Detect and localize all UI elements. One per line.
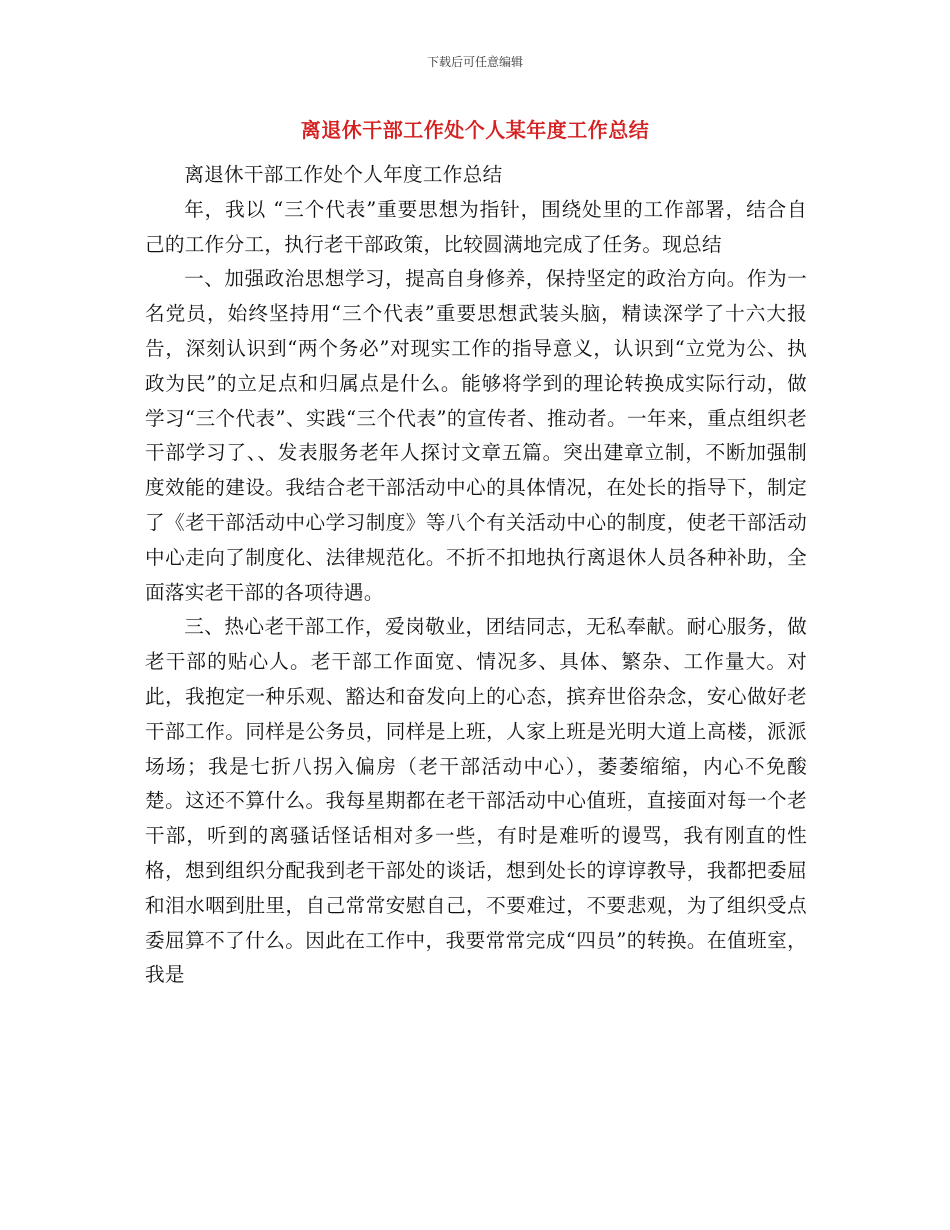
document-body (145, 158, 807, 993)
page-header-note: 下载后可任意编辑 (426, 55, 523, 69)
paragraph-section-1: 一、加强政治思想学习，提高自身修养，保持坚定的政治方向。作为一名党员，始终坚持用“三个代表”重要思想武装头脑，精读深学了十六大报告，深刻认识到“两个务必”对现实工作的指导意义，认识到“立党为公、执政为民”的立足点和归属点是什么。能够将学到的理论转换成实际行动，做学习“三个代表”、实践“三个代表”的宣传者、推动者。一年来，重点组织老干部学习了、、发表服务老年人探讨文章五篇。突出建章立制，不断加强制度效能的建设。我结合老干部活动中心的具体情况，在处长的指导下，制定了《老干部活动中心学习制度》等八个有关活动中心的制度，使老干部活动中心走向了制度化、法律规范化。不折不扣地执行离退休人员各种补助，全面落实老干部的各项待遇。 (145, 267, 807, 604)
paragraph-subtitle: 离退休干部工作处个人年度工作总结 (184, 163, 503, 186)
document-title: 离退休干部工作处个人某年度工作总结 (300, 118, 650, 142)
paragraph-section-3: 三、热心老干部工作，爱岗敬业，团结同志，无私奉献。耐心服务，做老干部的贴心人。老干部工作面宽、情况多、具体、繁杂、工作量大。对此，我抱定一种乐观、豁达和奋发向上的心态，摈弃世俗杂念，安心做好老干部工作。同样是公务员，同样是上班，人家上班是光明大道上高楼，派派场场；我是七折八拐入偏房（老干部活动中心），萎萎缩缩，内心不免酸楚。这还不算什么。我每星期都在老干部活动中心值班，直接面对每一个老干部，听到的离骚话怪话相对多一些，有时是难听的谩骂，我有刚直的性格，想到组织分配我到老干部处的谈话，想到处长的谆谆教导，我都把委屈和泪水咽到肚里，自己常常安慰自己，不要难过，不要悲观，为了组织受点委屈算不了什么。因此在工作中，我要常常完成“四员”的转换。在值班室，我是 (145, 615, 807, 987)
paragraph-intro: 年，我以 “三个代表”重要思想为指针，围绕处里的工作部署，结合自己的工作分工，执行老干部政策，比较圆满地完成了任务。现总结 (145, 197, 807, 256)
